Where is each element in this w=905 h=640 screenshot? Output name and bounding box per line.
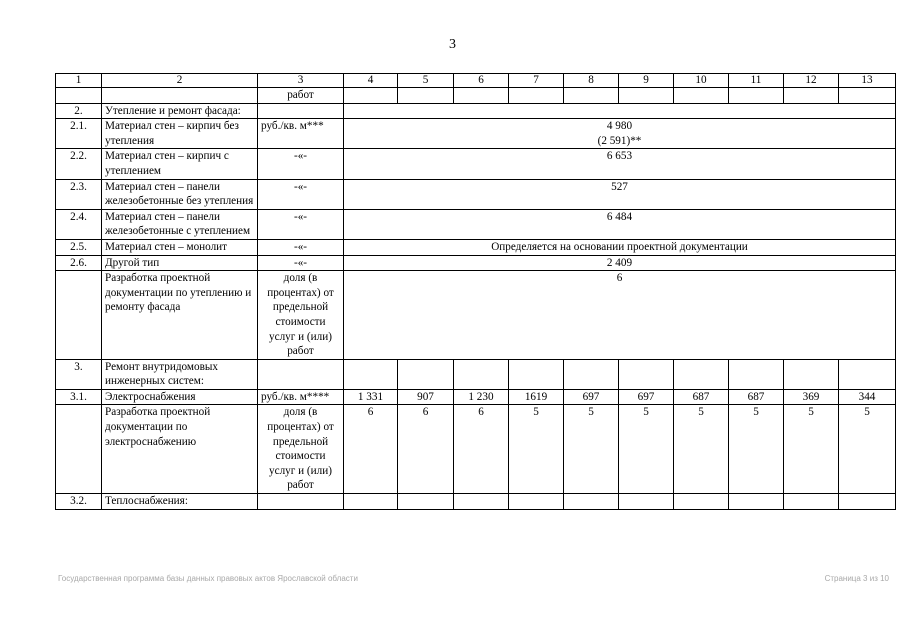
merged-value-cell: 6 484 <box>344 209 896 239</box>
column-header: 13 <box>839 74 896 88</box>
unit-cell: -«- <box>258 239 344 255</box>
unit-cell: работ <box>258 88 344 104</box>
table-row <box>56 209 896 239</box>
footer-source: Государственная программа базы данных правовых актов Ярославской области <box>58 574 358 583</box>
unit-cell: руб./кв. м*** <box>258 119 344 149</box>
row-number: 2.4. <box>56 209 102 239</box>
value-text: 4 980 <box>606 120 633 133</box>
row-name: Материал стен – кирпич с утеплением <box>102 149 258 179</box>
row-name: Материал стен – панели железобетонные с утеплением <box>102 209 258 239</box>
unit-cell: доля (в процентах) от предельной стоимости услуг и (или) работ <box>258 271 344 360</box>
value-cell: 6 <box>398 405 454 494</box>
row-number: 2.6. <box>56 255 102 271</box>
value-cell: 5 <box>839 405 896 494</box>
value-cell: 907 <box>398 389 454 405</box>
column-header: 2 <box>102 74 258 88</box>
unit-cell: -«- <box>258 255 344 271</box>
row-name: Материал стен – кирпич без утепления <box>102 119 258 149</box>
section-row <box>56 103 896 119</box>
value-cell: 687 <box>729 389 784 405</box>
value-cell: 344 <box>839 389 896 405</box>
row-name: Теплоснабжения: <box>102 494 258 510</box>
row-number: 2.2. <box>56 149 102 179</box>
value-cell: 5 <box>509 405 564 494</box>
unit-cell: -«- <box>258 179 344 209</box>
value-cell: 5 <box>784 405 839 494</box>
column-header: 8 <box>564 74 619 88</box>
column-header: 7 <box>509 74 564 88</box>
column-header: 9 <box>619 74 674 88</box>
unit-cell: -«- <box>258 209 344 239</box>
column-header: 1 <box>56 74 102 88</box>
column-header: 4 <box>344 74 398 88</box>
column-header: 12 <box>784 74 839 88</box>
row-name: Разработка проектной документации по утеплению и ремонту фасада <box>102 271 258 360</box>
table-row <box>56 255 896 271</box>
table-row <box>56 494 896 510</box>
row-name: Утепление и ремонт фасада: <box>102 103 258 119</box>
table-row <box>56 405 896 494</box>
row-number: 3.2. <box>56 494 102 510</box>
merged-value-cell: 6 653 <box>344 149 896 179</box>
value-cell: 5 <box>729 405 784 494</box>
table-row <box>56 271 896 360</box>
value-cell: 369 <box>784 389 839 405</box>
value-cell: 6 <box>454 405 509 494</box>
column-header: 5 <box>398 74 454 88</box>
value-cell: 1 230 <box>454 389 509 405</box>
merged-value-cell: 527 <box>344 179 896 209</box>
merged-value-cell: 6 <box>344 271 896 360</box>
value-cell: 687 <box>674 389 729 405</box>
column-header: 10 <box>674 74 729 88</box>
footer-page-counter: Страница 3 из 10 <box>824 574 889 583</box>
value-cell: 6 <box>344 405 398 494</box>
tariff-table <box>55 73 896 510</box>
value-text-secondary: (2 591)** <box>597 134 642 147</box>
value-cell: 697 <box>564 389 619 405</box>
row-name: Другой тип <box>102 255 258 271</box>
table-row <box>56 119 896 149</box>
row-name: Электроснабжения <box>102 389 258 405</box>
row-number: 2. <box>56 103 102 119</box>
row-number: 2.5. <box>56 239 102 255</box>
column-header: 11 <box>729 74 784 88</box>
header-row <box>56 74 896 88</box>
table-row <box>56 389 896 405</box>
column-header: 3 <box>258 74 344 88</box>
value-cell: 1 331 <box>344 389 398 405</box>
table-row <box>56 239 896 255</box>
unit-cell: руб./кв. м**** <box>258 389 344 405</box>
table-row <box>56 88 896 104</box>
page-number: 3 <box>449 37 456 52</box>
unit-cell: доля (в процентах) от предельной стоимости услуг и (или) работ <box>258 405 344 494</box>
section-row <box>56 359 896 389</box>
row-name: Материал стен – монолит <box>102 239 258 255</box>
merged-value-cell <box>344 119 896 149</box>
unit-cell: -«- <box>258 149 344 179</box>
row-number: 2.3. <box>56 179 102 209</box>
row-number: 3. <box>56 359 102 389</box>
row-name: Материал стен – панели железобетонные без утепления <box>102 179 258 209</box>
row-number: 2.1. <box>56 119 102 149</box>
value-cell: 1619 <box>509 389 564 405</box>
row-number: 3.1. <box>56 389 102 405</box>
value-cell: 5 <box>674 405 729 494</box>
value-cell: 5 <box>619 405 674 494</box>
value-cell: 5 <box>564 405 619 494</box>
table-row <box>56 179 896 209</box>
column-header: 6 <box>454 74 509 88</box>
row-name: Ремонт внутридомовых инженерных систем: <box>102 359 258 389</box>
row-name: Разработка проектной документации по электроснабжению <box>102 405 258 494</box>
merged-value-cell: Определяется на основании проектной документации <box>344 239 896 255</box>
value-cell: 697 <box>619 389 674 405</box>
table-row <box>56 149 896 179</box>
merged-value-cell: 2 409 <box>344 255 896 271</box>
